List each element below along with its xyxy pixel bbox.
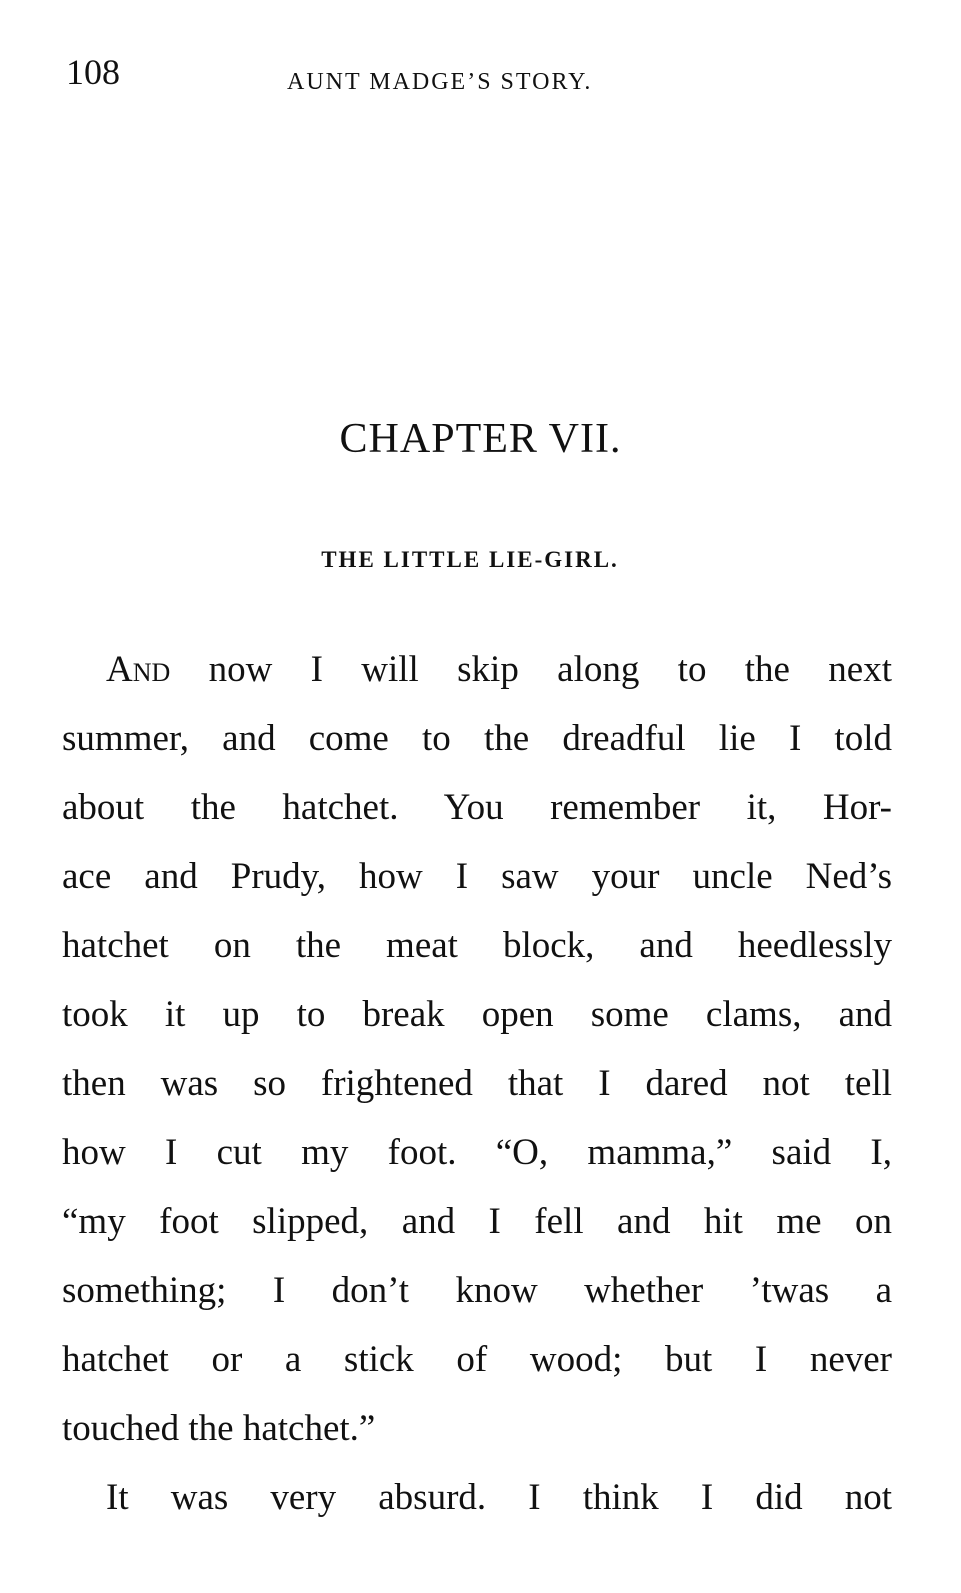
paragraph-line: hatchet on the meat block, and heedlessly [62, 925, 892, 966]
paragraph-line: It was very absurd. I think I did not [106, 1477, 892, 1518]
paragraph-line: summer, and come to the dreadful lie I told [62, 718, 892, 759]
paragraph-line: how I cut my foot. “O, mamma,” said I, [62, 1132, 892, 1173]
paragraph-line: ace and Prudy, how I saw your uncle Ned’s [62, 856, 892, 897]
paragraph-line: “my foot slipped, and I fell and hit me on [62, 1201, 892, 1242]
chapter-number: CHAPTER VII. [339, 416, 622, 462]
running-title: AUNT MADGE’S STORY. [287, 69, 593, 95]
body-text [62, 640, 892, 1537]
paragraph-line: then was so frightened that I dared not tell [62, 1063, 892, 1104]
paragraph-line: took it up to break open some clams, and [62, 994, 892, 1035]
paragraph-line: touched the hatchet.” [62, 1408, 376, 1449]
paragraph-line-text: now I will skip along to the next [170, 649, 892, 690]
paragraph-line: about the hatchet. You remember it, Hor- [62, 787, 892, 828]
opening-word: And [106, 649, 171, 690]
paragraph-line [62, 640, 892, 709]
page-number: 108 [66, 52, 120, 92]
paragraph-line: something; I don’t know whether ’twas a [62, 1270, 892, 1311]
chapter-title: THE LITTLE LIE-GIRL. [321, 547, 619, 572]
paragraph-line: hatchet or a stick of wood; but I never [62, 1339, 892, 1380]
